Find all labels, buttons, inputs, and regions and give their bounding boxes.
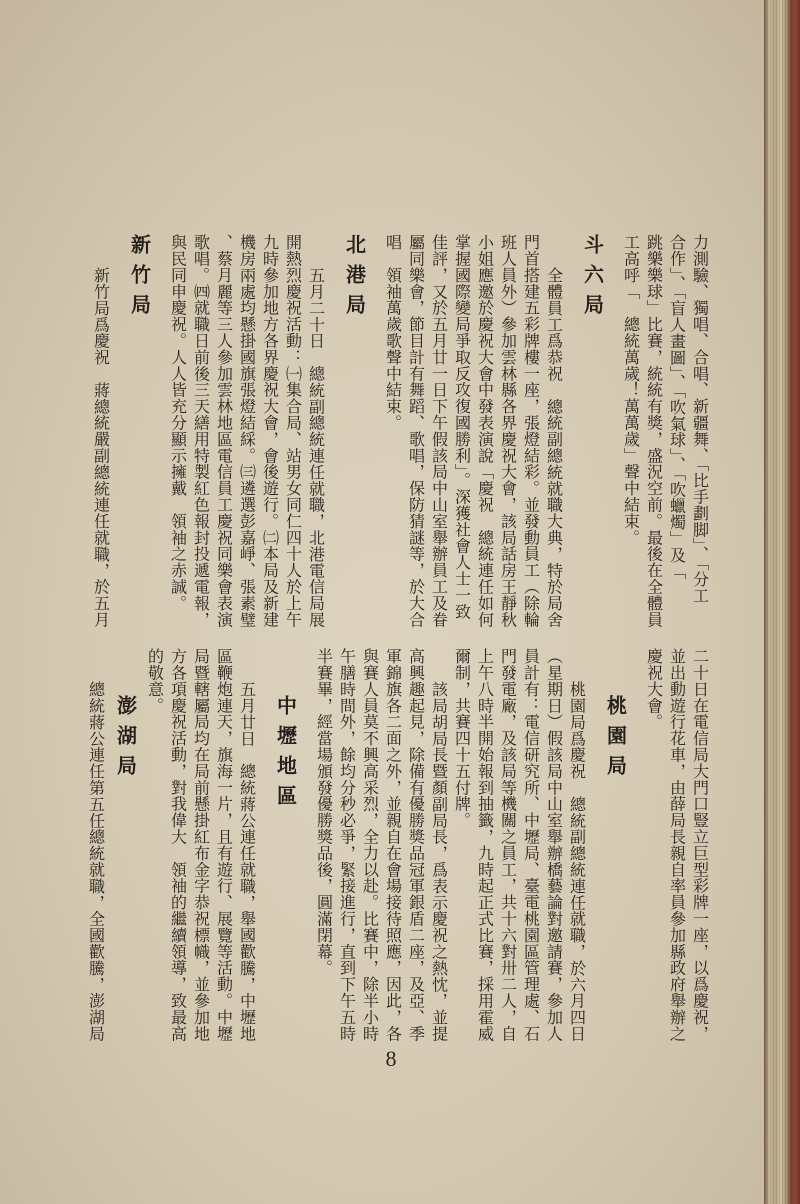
text-column: 軍錦旗各二面之外，並親自在會場接待照應，因此，各 [383,648,403,1042]
text-column: 區鞭炮連天，旗海一片，且有遊行、展覽等活動。中壢 [214,648,234,1042]
text-column: 上午八時半開始報到抽籤，九時起正式比賽，採用霍威 [475,648,495,1042]
bottom-tier [85,648,712,1048]
text-column: 掌握國際變局爭取反攻復國勝利」。深獲社會人士一致 [452,234,472,620]
text-column: 與民同申慶祝。人人皆充分顯示擁戴 領袖之赤誠。 [168,234,188,612]
page-number: 8 [385,1046,397,1071]
text-column: （星期日）假該局中山室舉辦橋藝論對邀請賽，參加人 [544,648,564,1042]
text-column: 午膳時間外，餘均分秒必爭，緊接進行，直到下午五時 [337,648,357,1042]
text-column: 五月二十日 總統副總統連任就職，北港電信局展 [306,267,326,628]
section-heading: 新竹局 [127,234,152,324]
text-column: 慶祝大會。 [644,648,664,730]
text-column: 九時參加地方各界慶祝大會，會後遊行。㈡本局及新建 [260,234,280,628]
section-heading: 中壢地區 [273,695,298,815]
text-column: 局暨轄屬局均在局前懸掛紅布金字恭祝標幟，並參加地 [191,648,211,1042]
text-column: 屬同樂會，節目計有舞蹈、歌唱，保防猜謎等，於大合 [406,234,426,628]
text-column: 小姐應邀於慶祝大會中發表演說「慶祝 總統連任如何 [475,234,495,628]
text-column: 工高呼「 總統萬歲！萬萬歲」聲中結束。 [621,234,641,546]
text-column: 二十日在電信局大門口豎立巨型彩牌一座，以爲慶祝， [690,648,710,1042]
section-heading: 斗六局 [580,234,605,324]
section-heading: 北港局 [342,234,367,324]
text-column: 門發電廠，及該局等機關之員工，共十六對卅二人，自 [498,648,518,1042]
text-column: 高興趣起見，除備有優勝獎品冠軍銀盾二座，及亞、季 [406,648,426,1042]
text-column: 門首搭建五彩牌樓一座，張燈結彩。並發動員工（除輪 [521,234,541,628]
text-column: 並出動遊行花車，由薛局長親自率員參加縣政府舉辦之 [667,648,687,1042]
text-column: 開熱烈慶祝活動：㈠集合局、站男女同仁四十人於上午 [283,234,303,628]
text-column: 合作」、「盲人畫圖」、「吹氣球」、「吹蠟燭」及「 [667,234,687,580]
text-column: 班人員外）參加雲林縣各界慶祝大會，該局話房王靜秋 [498,234,518,628]
text-column: 五月廿日 總統蔣公連任就職，舉國歡騰，中壢地 [237,681,257,1042]
text-column: 、蔡月麗等三人參加雲林地區電信員工慶祝同樂會表演 [214,234,234,628]
text-column: 全體員工爲恭祝 總統副總統就職大典，特於局舍 [544,267,564,628]
top-tier [90,234,712,634]
text-column: 員計有：電信研究所、中壢局、臺電桃園區管理處、石 [521,648,541,1042]
text-column: 新竹局爲慶祝 蔣總統嚴副總統連任就職，於五月 [91,267,111,628]
text-column: 的敬意。 [145,648,165,714]
book-binding-edge [764,0,800,1204]
text-column: 佳評，又於五月廿一日下午假該局中山室舉辦員工及眷 [429,234,449,628]
text-column: 方各項慶祝活動，對我偉大 領袖的繼續領導，致最高 [168,648,188,1042]
text-column: 半賽畢，經當場頒發優勝獎品後，圓滿閉幕。 [314,648,334,976]
text-column: 爾制，共賽四十五付牌。 [452,648,472,829]
text-column: 與賽人員莫不興高采烈，全力以赴。比賽中，除半小時 [360,648,380,1042]
text-column: 跳樂樂球」比賽，統統有獎，盛況空前。最後在全體員 [644,234,664,628]
text-column: 該局胡局長暨顏副局長，爲表示慶祝之熱忱，並提 [429,681,449,1042]
section-heading: 澎湖局 [113,695,138,785]
section-heading: 桃園局 [603,695,628,785]
text-column: 歌唱。㈣就職日前後三天繕用特製紅色報封投遞電報， [191,234,211,628]
text-column: 力測驗、獨唱、合唱、新疆舞、「比手劃脚」、「分工 [690,234,710,604]
text-column: 桃園局爲慶祝 總統副總統連任就職，於六月四日 [567,681,587,1042]
text-column: 唱 領袖萬歲歌聲中結束。 [383,234,403,431]
text-column: 機房兩處均懸掛國旗張燈結綵。㈢遴選彭嘉崢、張素璧 [237,234,257,628]
text-column: 總統蔣公連任第五任總統就職，全國歡騰，澎湖局 [86,681,106,1042]
